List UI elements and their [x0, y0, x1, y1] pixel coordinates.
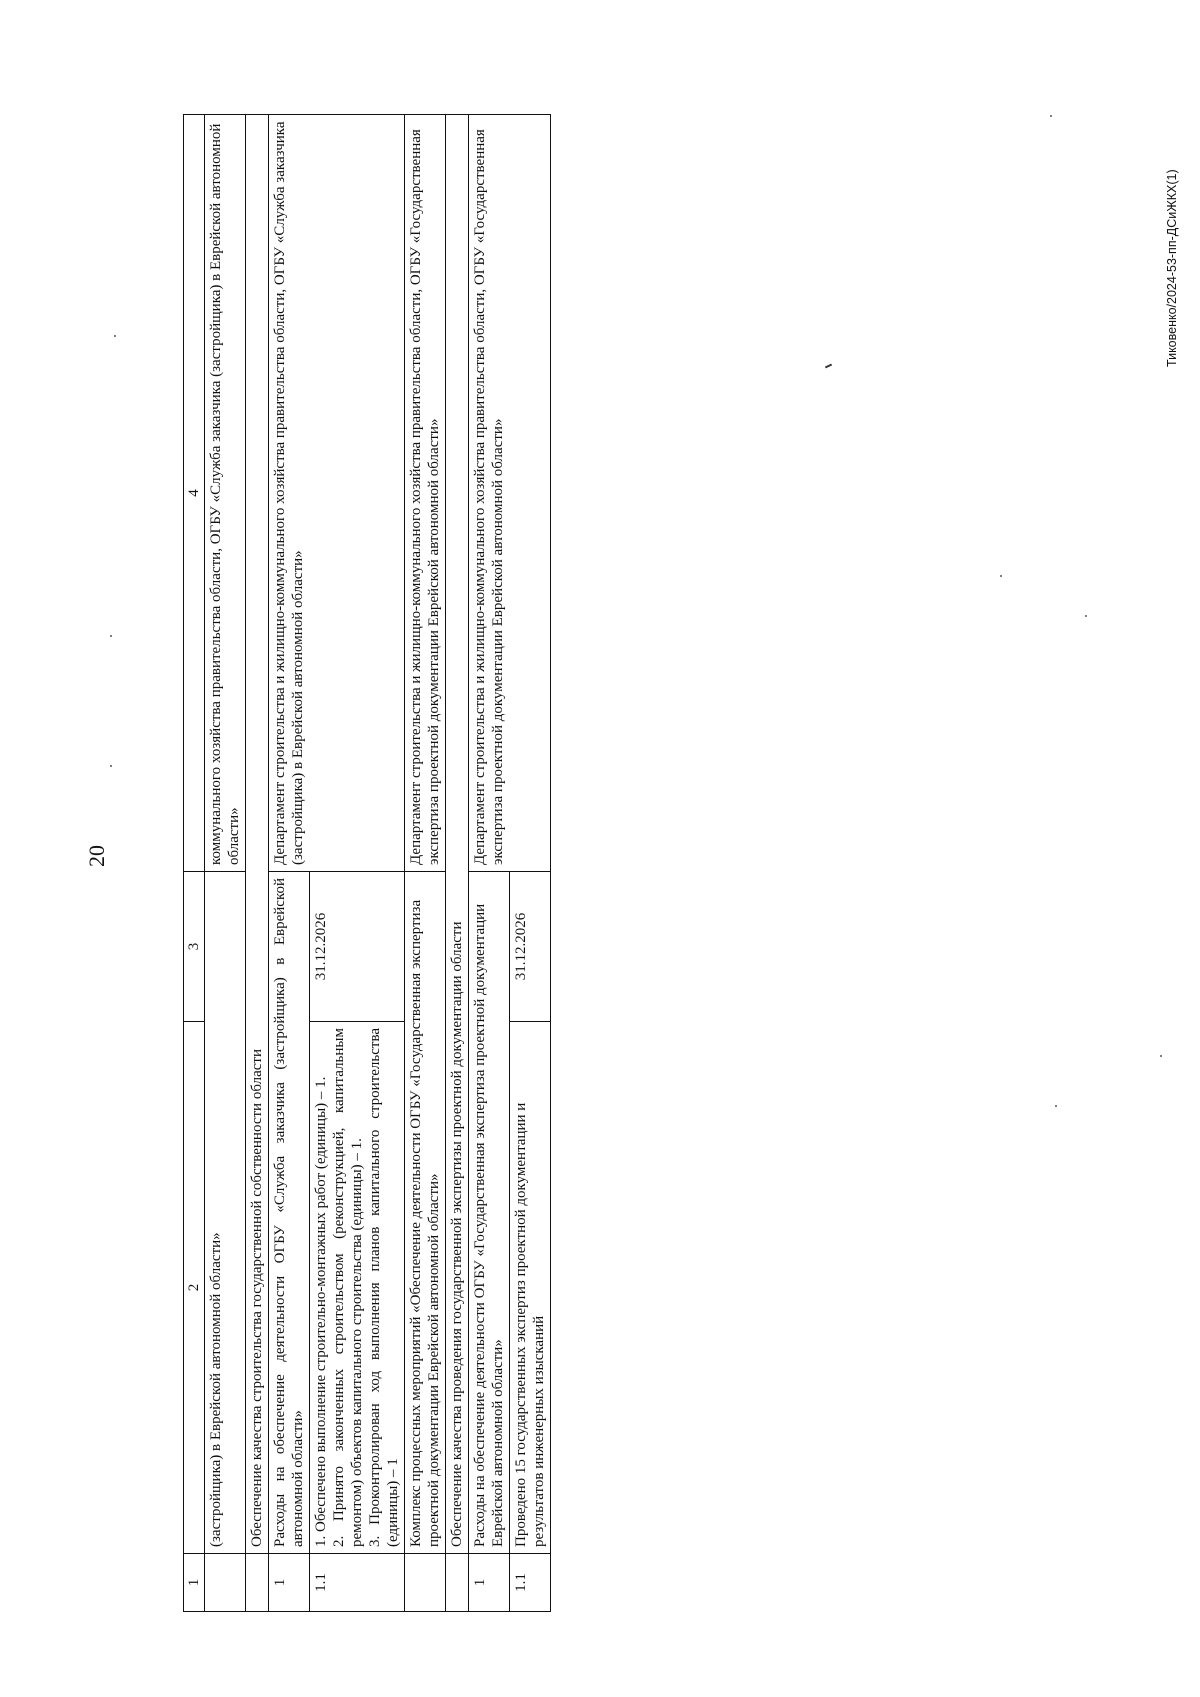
- cell-responsible: Департамент строительства и жилищно-коммунального хозяйства правительства области, ОГБУ «Государственная экспертиза проектной документации Еврейской автономной области»: [469, 115, 551, 872]
- cell-num: [246, 1554, 269, 1612]
- result-item: 3. Проконтролирован ход выполнения планов капитального строительства (единицы) – 1: [367, 1028, 401, 1547]
- cell-num: [205, 1554, 246, 1612]
- scan-speck: [1160, 1055, 1162, 1057]
- complex-row: [405, 115, 446, 1612]
- cell-responsible: Департамент строительства и жилищно-коммунального хозяйства правительства области, ОГБУ «Государственная экспертиза проектной документации Еврейской автономной области»: [405, 115, 446, 872]
- section-row: [246, 115, 269, 1612]
- table-row: [269, 115, 310, 1612]
- complex-title: Комплекс процессных мероприятий «Обеспечение деятельности ОГБУ «Государственная экспертиза проектной документации Еврейской автономной области»: [405, 872, 446, 1554]
- header-col-2: 2: [184, 1022, 205, 1554]
- table-row-continuation: [205, 115, 246, 1612]
- cell-text: Расходы на обеспечение деятельности ОГБУ «Служба заказчика (застройщика) в Еврейской автономной области»: [269, 872, 310, 1554]
- measures-table: [183, 114, 551, 1612]
- cell-date: 31.12.2026: [510, 872, 551, 1022]
- cell-responsible: коммунального хозяйства правительства области, ОГБУ «Служба заказчика (застройщика) в Еврейской автономной области»: [205, 115, 246, 872]
- page-number: 20: [84, 845, 109, 867]
- table-header-row: [184, 115, 205, 1612]
- cell-num: 1.1: [310, 1554, 405, 1612]
- cell-num: 1.1: [510, 1554, 551, 1612]
- scan-speck: [110, 765, 112, 767]
- document-reference: Тиковенко/2024-53-пп-ДСиЖКХ(1): [1165, 169, 1179, 367]
- scan-speck: [1050, 115, 1052, 117]
- result-item: 2. Принято законченных строительством (реконструкцией, капитальным ремонтом) объектов капитального строительства (единицы) – 1.: [331, 1028, 365, 1547]
- cell-results: [510, 1022, 551, 1554]
- cell-num: 1: [469, 1554, 510, 1612]
- cell-num: [405, 1554, 446, 1612]
- cell-num: [446, 1554, 469, 1612]
- cell-text: (застройщика) в Еврейской автономной области»: [205, 872, 246, 1554]
- scan-speck: [1085, 615, 1087, 617]
- cell-responsible: Департамент строительства и жилищно-коммунального хозяйства правительства области, ОГБУ «Служба заказчика (застройщика) в Еврейской автономной области»: [269, 115, 405, 872]
- section-title: Обеспечение качества проведения государственной экспертизы проектной документации области: [446, 115, 469, 1554]
- header-col-3: 3: [184, 872, 205, 1022]
- cell-text: Расходы на обеспечение деятельности ОГБУ «Государственная экспертиза проектной документации Еврейской автономной области»: [469, 872, 510, 1554]
- result-item: Проведено 15 государственных экспертиз проектной документации и результатов инженерных изысканий: [513, 1102, 547, 1547]
- header-col-1: 1: [184, 1554, 205, 1612]
- result-item: 1. Обеспечено выполнение строительно-монтажных работ (единицы) – 1.: [313, 1076, 329, 1547]
- section-row: [446, 115, 469, 1612]
- scan-speck: [114, 335, 116, 337]
- scan-mark: [825, 364, 832, 369]
- cell-results: [310, 1022, 405, 1554]
- scan-speck: [1000, 575, 1002, 577]
- cell-num: 1: [269, 1554, 310, 1612]
- scan-speck: [1055, 1105, 1057, 1107]
- table-row: [469, 115, 510, 1612]
- header-col-4: 4: [184, 115, 205, 872]
- scan-speck: [110, 635, 112, 637]
- section-title: Обеспечение качества строительства государственной собственности области: [246, 115, 269, 1554]
- cell-date: 31.12.2026: [310, 872, 405, 1022]
